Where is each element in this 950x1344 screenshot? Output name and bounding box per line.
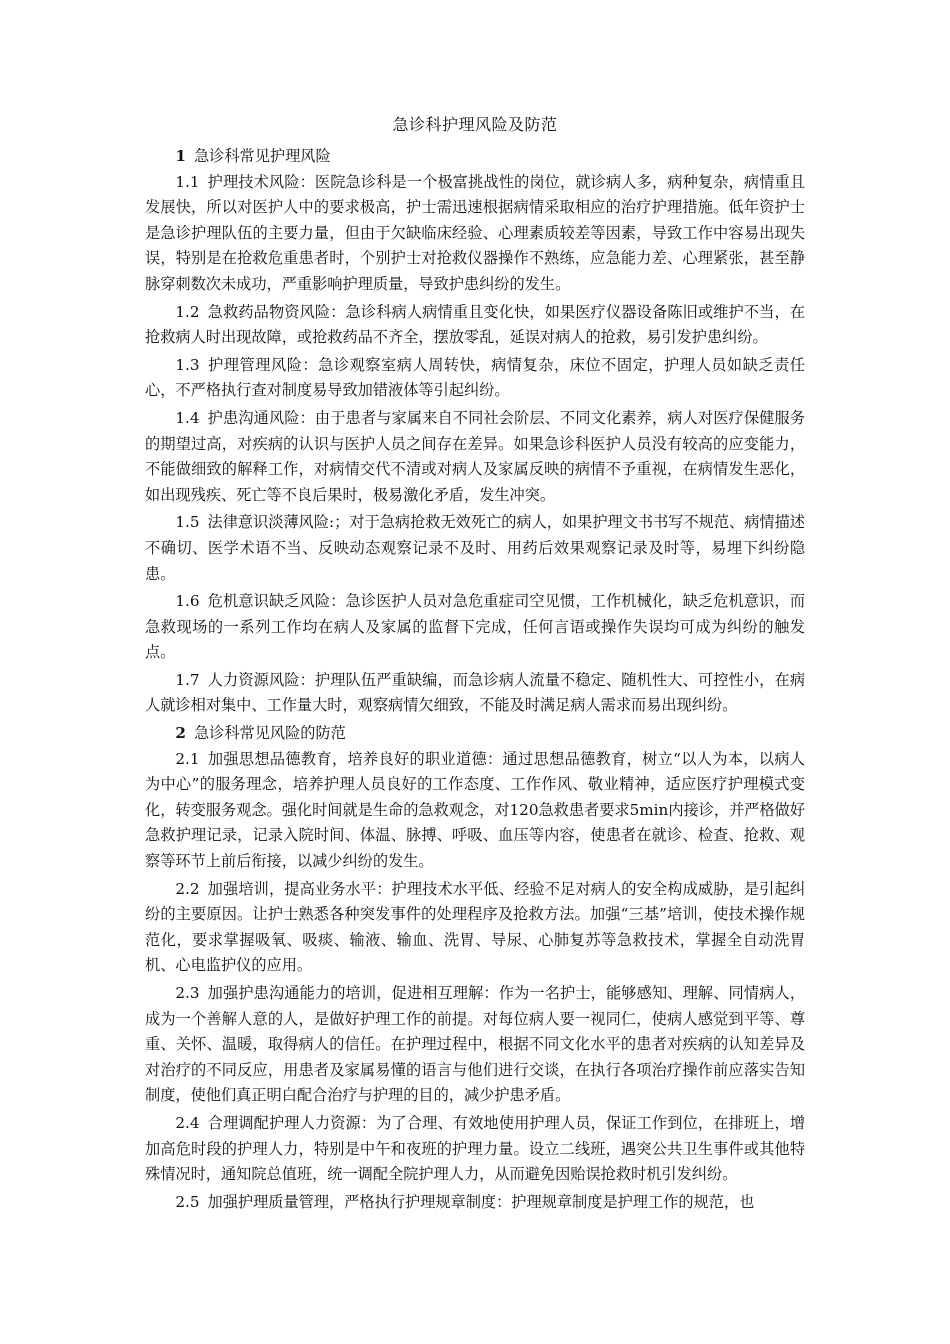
paragraph bbox=[145, 981, 805, 1109]
section-heading bbox=[145, 144, 805, 170]
paragraph-text: 护理技术风险：医院急诊科是一个极富挑战性的岗位，就诊病人多，病种复杂，病情重且发展快，所以对医护人中的要求极高，护士需迅速根据病情采取相应的治疗护理措施。低年资护士是急诊护理队伍的主要力量，但由于欠缺临床经验、心理素质较差等因素，导致工作中容易出现失误，特别是在抢救危重患者时，个别护士对抢救仪器操作不熟练，应急能力差、心理紧张，甚至静脉穿刺数次未成功，严重影响护理质量，导致护患纠纷的发生。 bbox=[145, 172, 805, 293]
paragraph-text: 危机意识缺乏风险：急诊医护人员对急危重症司空见惯，工作机械化，缺乏危机意识，而急救现场的一系列工作均在病人及家属的监督下完成，任何言语或操作失误均可成为纠纷的触发点。 bbox=[145, 592, 805, 662]
paragraph-text: 法律意识淡薄风险:；对于急病抢救无效死亡的病人，如果护理文书书写不规范、病情描述不确切、医学术语不当、反映动态观察记录不及时、用药后效果观察记录及时等，易埋下纠纷隐患。 bbox=[145, 513, 805, 583]
paragraph bbox=[145, 510, 805, 587]
paragraph-number: 2.5 bbox=[175, 1192, 200, 1211]
paragraph-text: 加强思想品德教育，培养良好的职业道德：通过思想品德教育，树立“以人为本，以病人为中心”的服务理念，培养护理人员良好的工作态度、工作作风、敬业精神，适应医疗护理模式变化，转变服务观念。强化时间就是生命的急救观念，对120急救患者要求5min内接诊，并严格做好急救护理记录，记录入院时间、体温、脉搏、呼吸、血压等内容，使患者在就诊、检查、抢救、观察等环节上前后衔接，以减少纠纷的发生。 bbox=[145, 749, 806, 871]
paragraph-number: 1.1 bbox=[175, 172, 200, 191]
paragraph-number: 1.7 bbox=[175, 670, 200, 689]
section-number: 1 bbox=[175, 147, 186, 165]
paragraph bbox=[145, 1111, 805, 1188]
paragraph-number: 1.4 bbox=[175, 408, 200, 427]
paragraph bbox=[145, 300, 805, 351]
section-heading bbox=[145, 721, 805, 747]
paragraph-text: 护患沟通风险：由于患者与家属来自不同社会阶层、不同文化素养，病人对医疗保健服务的期望过高，对疾病的认识与医护人员之间存在差异。如果急诊科医护人员没有较高的应变能力，不能做细致的解释工作，对病情交代不清或对病人及家属反映的病情不予重视，在病情发生恶化，如出现残疾、死亡等不良后果时，极易激化矛盾，发生冲突。 bbox=[145, 408, 805, 504]
paragraph-number: 1.2 bbox=[175, 302, 200, 321]
document-body bbox=[145, 112, 805, 1217]
paragraph-text: 合理调配护理人力资源：为了合理、有效地使用护理人员，保证工作到位，在排班上，增加高危时段的护理人力，特别是中午和夜班的护理力量。设立二线班，遇突公共卫生事件或其他特殊情况时，通知院总值班，统一调配全院护理人力，从而避免因贻误抢救时机引发纠纷。 bbox=[145, 1113, 805, 1184]
paragraph-number: 1.5 bbox=[175, 513, 200, 532]
paragraph bbox=[145, 877, 805, 979]
paragraph bbox=[145, 353, 805, 404]
paragraph bbox=[145, 170, 805, 298]
paragraph-number: 2.3 bbox=[175, 984, 200, 1002]
paragraph-text: 加强培训，提高业务水平：护理技术水平低、经验不足对病人的安全构成威胁，是引起纠纷的主要原因。让护士熟悉各种突发事件的处理程序及抢救方法。加强“三基”培训，使技术操作规范化，要求掌握吸氧、吸痰、输液、输血、洗胃、导尿、心肺复苏等急救技术，掌握全自动洗胃机、心电监护仪的应用。 bbox=[145, 879, 805, 975]
document-title: 急诊科护理风险及防范 bbox=[392, 115, 558, 134]
section-number: 2 bbox=[175, 724, 186, 743]
paragraph-number: 2.1 bbox=[175, 749, 200, 768]
paragraph-number: 2.4 bbox=[175, 1113, 200, 1132]
paragraph-text: 加强护理质量管理，严格执行护理规章制度：护理规章制度是护理工作的规范，也 bbox=[207, 1192, 755, 1211]
section-title: 急诊科常见护理风险 bbox=[193, 147, 331, 165]
paragraph-text: 护理管理风险：急诊观察室病人周转快，病情复杂，床位不固定，护理人员如缺乏责任心，不严格执行查对制度易导致加错液体等引起纠纷。 bbox=[145, 355, 805, 400]
paragraph-number: 2.2 bbox=[175, 879, 200, 898]
paragraph-number: 1.3 bbox=[175, 355, 200, 374]
paragraph-text: 加强护患沟通能力的培训，促进相互理解：作为一名护士，能够感知、理解、同情病人，成为一个善解人意的人，是做好护理工作的前提。对每位病人要一视同仁，使病人感觉到平等、尊重、关怀、温暖，取得病人的信任。在护理过程中，根据不同文化水平的患者对疾病的认知差异及对治疗的不同反应，用患者及家属易懂的语言与他们进行交谈，在执行各项治疗操作前应落实告知制度，使他们真正明白配合治疗与护理的目的，减少护患矛盾。 bbox=[145, 984, 805, 1105]
paragraph-text: 急救药品物资风险：急诊科病人病情重且变化快，如果医疗仪器设备陈旧或维护不当，在抢救病人时出现故障，或抢救药品不齐全，摆放零乱，延误对病人的抢救，易引发护患纠纷。 bbox=[145, 302, 805, 347]
section-title: 急诊科常见风险的防范 bbox=[193, 724, 346, 743]
paragraph-text: 人力资源风险：护理队伍严重缺编，而急诊病人流量不稳定、随机性大、可控性小，在病人就诊相对集中、工作量大时，观察病情欠细致，不能及时满足病人需求而易出现纠纷。 bbox=[145, 670, 805, 715]
paragraph bbox=[145, 406, 805, 508]
paragraph bbox=[145, 589, 805, 666]
paragraph bbox=[145, 1190, 805, 1216]
paragraph bbox=[145, 668, 805, 719]
paragraph-number: 1.6 bbox=[175, 592, 200, 611]
paragraph bbox=[145, 747, 805, 875]
